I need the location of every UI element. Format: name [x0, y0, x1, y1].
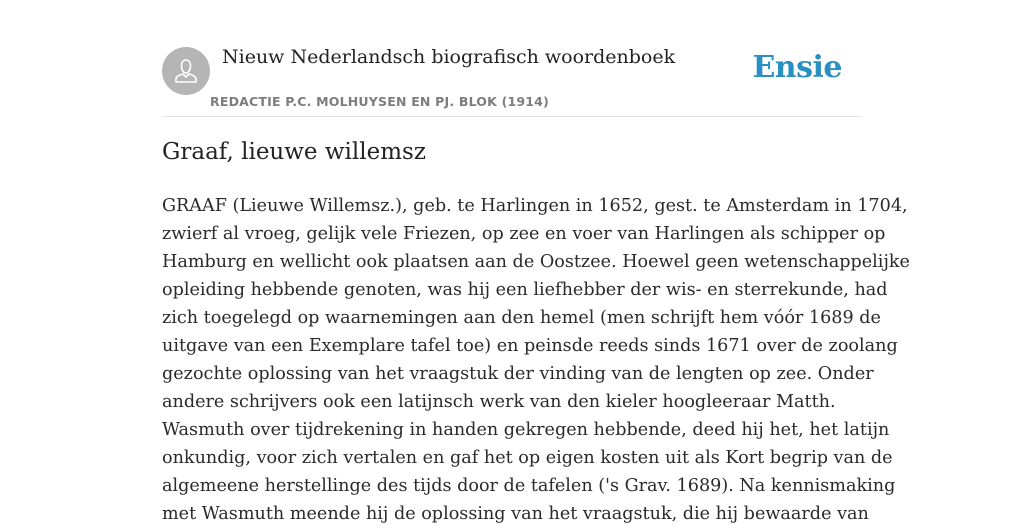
avatar[interactable]: [162, 47, 210, 95]
entry-title: Graaf, lieuwe willemsz: [162, 139, 426, 165]
body-line: GRAAF (Lieuwe Willemsz.), geb. te Harlingen in 1652, gest. te Amsterdam in 1704,: [162, 196, 908, 216]
body-line: andere schrijvers ook een latijnsch werk van den kieler hoogleeraar Matth.: [162, 392, 836, 412]
brand-logo[interactable]: Ensie: [752, 50, 842, 85]
source-header: [162, 46, 862, 117]
entry-body: [162, 192, 910, 528]
body-line: met Wasmuth meende hij de oplossing van het vraagstuk, die hij bewaarde van: [162, 504, 869, 524]
body-line: gezochte oplossing van het vraagstuk der vinding van de lengten op zee. Onder: [162, 364, 874, 384]
body-line: opleiding hebbende genoten, was hij een liefhebber der wis- en sterrekunde, had: [162, 280, 888, 300]
body-line: Hamburg en wellicht ook plaatsen aan de Oostzee. Hoewel geen wetenschappelijke: [162, 252, 910, 272]
body-line: uitgave van een Exemplare tafel toe) en peinsde reeds sinds 1671 over de zoolang: [162, 336, 898, 356]
body-line: zwierf al vroeg, gelijk vele Friezen, op zee en voer van Harlingen als schipper op: [162, 224, 886, 244]
book-title[interactable]: Nieuw Nederlandsch biografisch woordenboek: [222, 46, 676, 68]
body-line: Wasmuth over tijdrekening in handen gekregen hebbende, deed hij het, het latijn: [162, 420, 890, 440]
user-silhouette-icon: [162, 47, 210, 95]
editors-credit: REDACTIE P.C. MOLHUYSEN EN PJ. BLOK (1914): [210, 94, 549, 109]
body-line: zich toegelegd op waarnemingen aan den hemel (men schrijft hem vóór 1689 de: [162, 308, 881, 328]
body-line: onkundig, voor zich vertalen en gaf het op eigen kosten uit als Kort begrip van de: [162, 448, 893, 468]
body-line: algemeene herstellinge des tijds door de tafelen ('s Grav. 1689). Na kennismaking: [162, 476, 896, 496]
